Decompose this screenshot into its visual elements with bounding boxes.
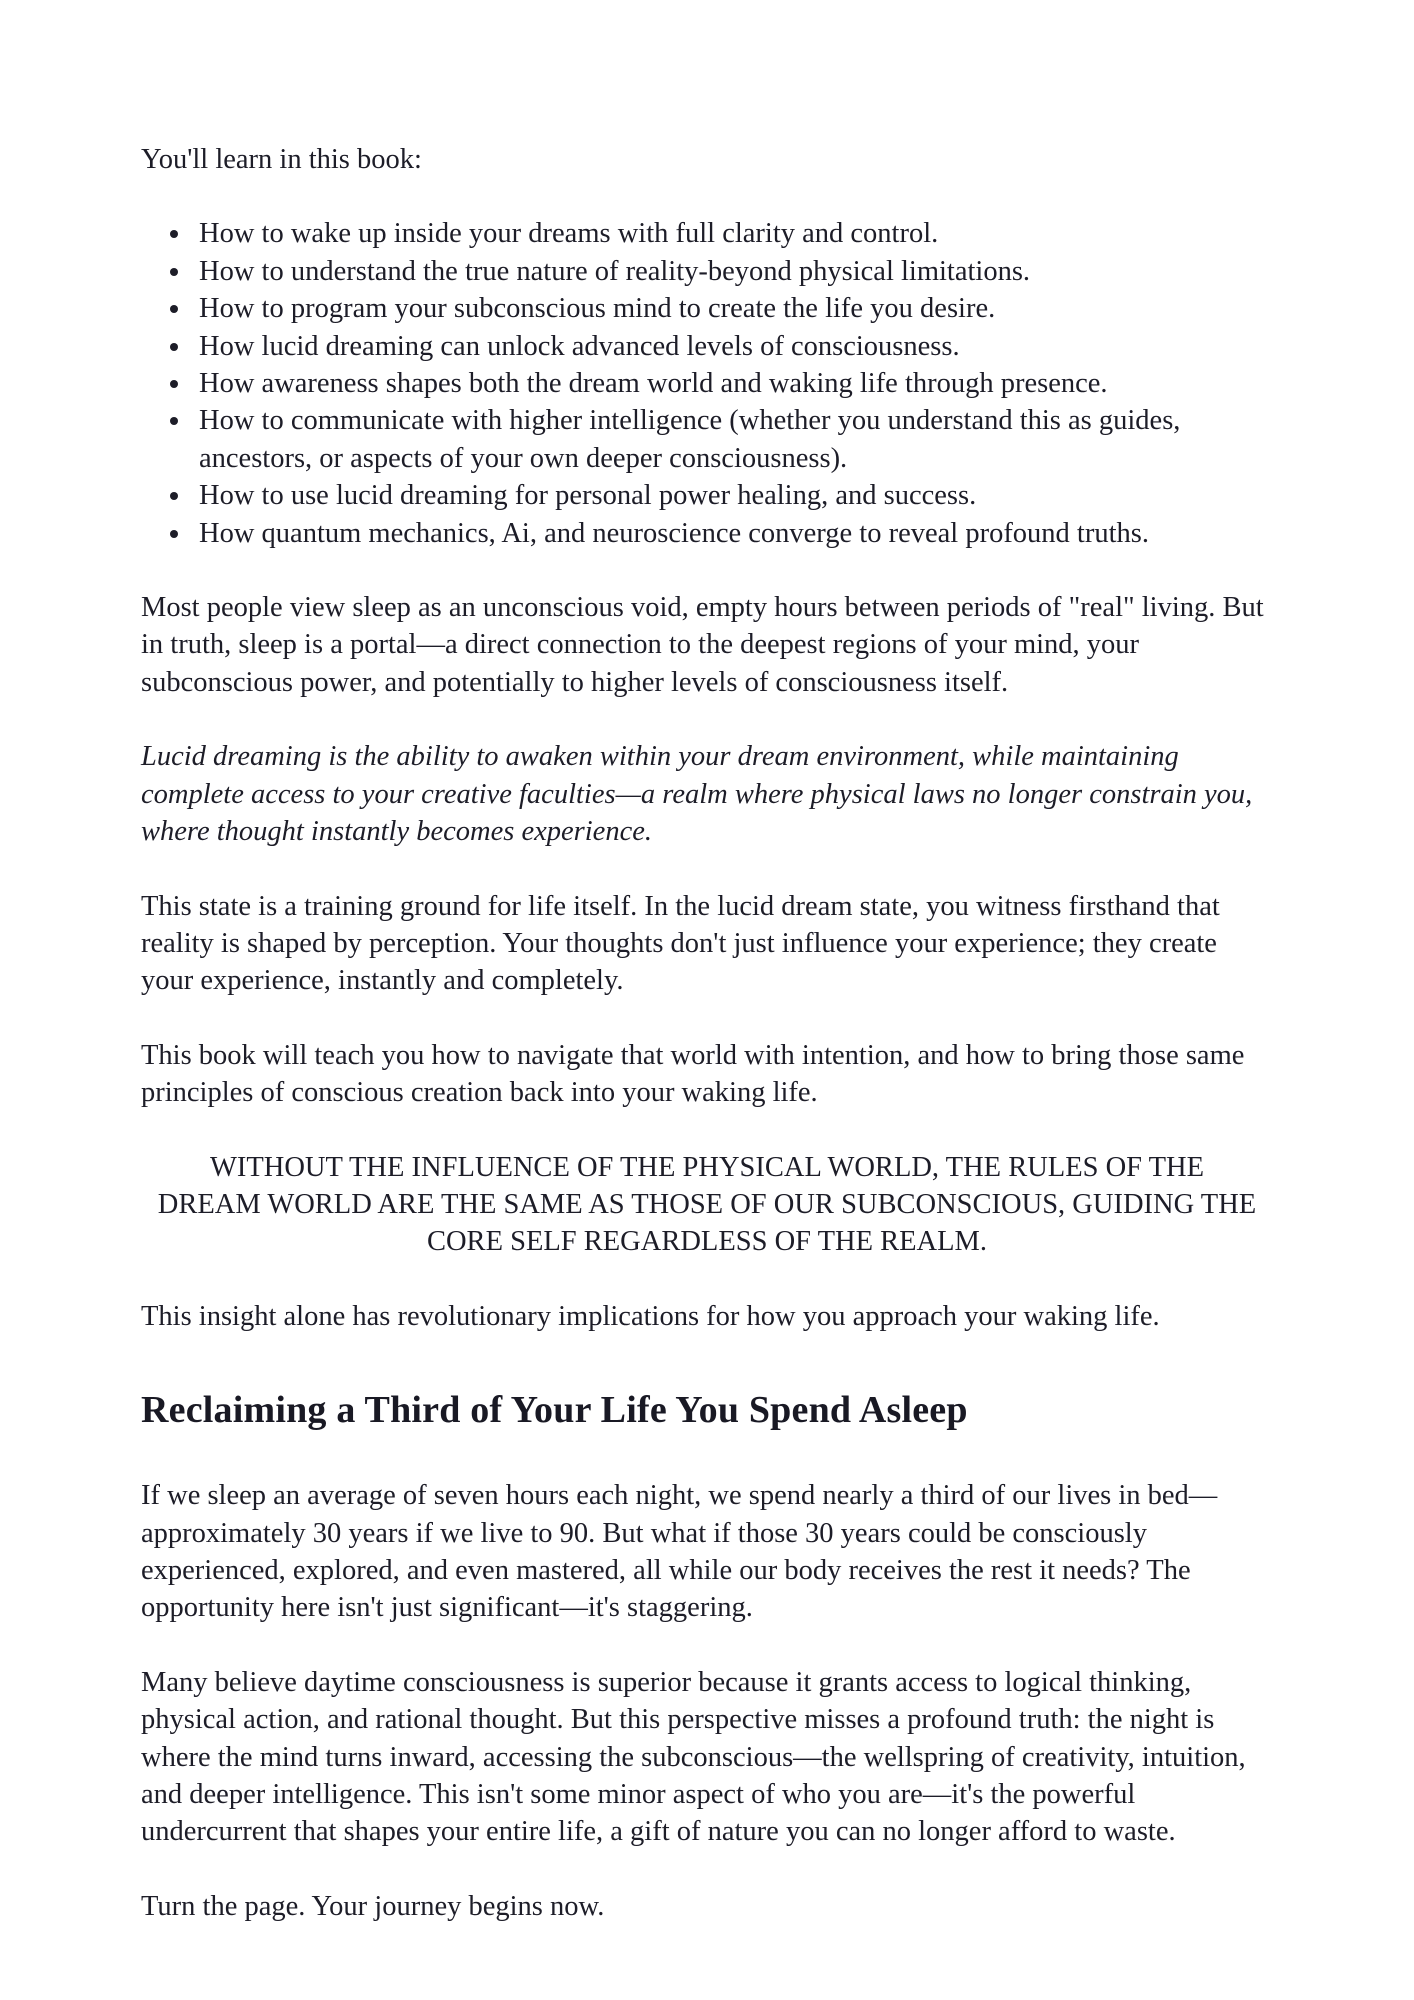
section-heading: Reclaiming a Third of Your Life You Spend Asleep: [141, 1389, 968, 1432]
list-item: • How lucid dreaming can unlock advanced levels of consciousness.: [193, 328, 1273, 365]
intro-label: You'll learn in this book:: [141, 144, 422, 175]
lucid-definition-paragraph: Lucid dreaming is the ability to awaken within your dream environment, while maintaining complete access to your creative faculties—a realm where physical laws no longer constrain you, where thought instantly becomes experience.: [141, 741, 1253, 848]
list-item: • How awareness shapes both the dream world and waking life through presence.: [193, 365, 1273, 402]
training-ground-paragraph: This state is a training ground for life itself. In the lucid dream state, you witness firsthand that reality is shaped by perception. Your thoughts don't just influence your experience; they create your experience, instantly and completely.: [141, 890, 1220, 997]
closing-paragraph: Turn the page. Your journey begins now.: [141, 1890, 605, 1922]
dream-rules-quote: WITHOUT THE INFLUENCE OF THE PHYSICAL WORLD, THE RULES OF THE DREAM WORLD ARE THE SAME AS THOSE OF OUR SUBCONSCIOUS, GUIDING THE CORE SELF REGARDLESS OF THE REALM.: [157, 1151, 1257, 1258]
list-item: • How to understand the true nature of reality-beyond physical limitations.: [193, 253, 1273, 290]
book-teach-paragraph: This book will teach you how to navigate that world with intention, and how to bring those same principles of conscious creation back into your waking life.: [141, 1039, 1245, 1109]
list-item: • How to use lucid dreaming for personal power healing, and success.: [193, 477, 1273, 514]
insight-paragraph: This insight alone has revolutionary implications for how you approach your waking life.: [141, 1300, 1160, 1332]
learning-points-list: [141, 215, 1273, 552]
list-item: • How to communicate with higher intelligence (whether you understand this as guides, ancestors, or aspects of your own deeper consciousness).: [193, 402, 1273, 477]
sleep-third-paragraph: If we sleep an average of seven hours each night, we spend nearly a third of our lives in bed—approximately 30 years if we live to 90. But what if those 30 years could be consciously experienced, explored, and even mastered, all while our body receives the rest it needs? The opportunity here isn't just significant—it's staggering.: [141, 1480, 1218, 1624]
list-item: • How quantum mechanics, Ai, and neuroscience converge to reveal profound truths.: [193, 515, 1273, 552]
list-item: • How to wake up inside your dreams with full clarity and control.: [193, 215, 1273, 252]
daytime-consciousness-paragraph: Many believe daytime consciousness is superior because it grants access to logical thinking, physical action, and rational thought. But this perspective misses a profound truth: the night is where the mind turns inward, accessing the subconscious—the wellspring of creativity, intuition, and deeper intelligence. This isn't some minor aspect of who you are—it's the powerful undercurrent that shapes your entire life, a gift of nature you can no longer afford to waste.: [141, 1666, 1246, 1848]
sleep-portal-paragraph: Most people view sleep as an unconscious void, empty hours between periods of "real" living. But in truth, sleep is a portal—a direct connection to the deepest regions of your mind, your subconscious power, and potentially to higher levels of consciousness itself.: [141, 592, 1264, 698]
list-item: • How to program your subconscious mind to create the life you desire.: [193, 290, 1273, 327]
